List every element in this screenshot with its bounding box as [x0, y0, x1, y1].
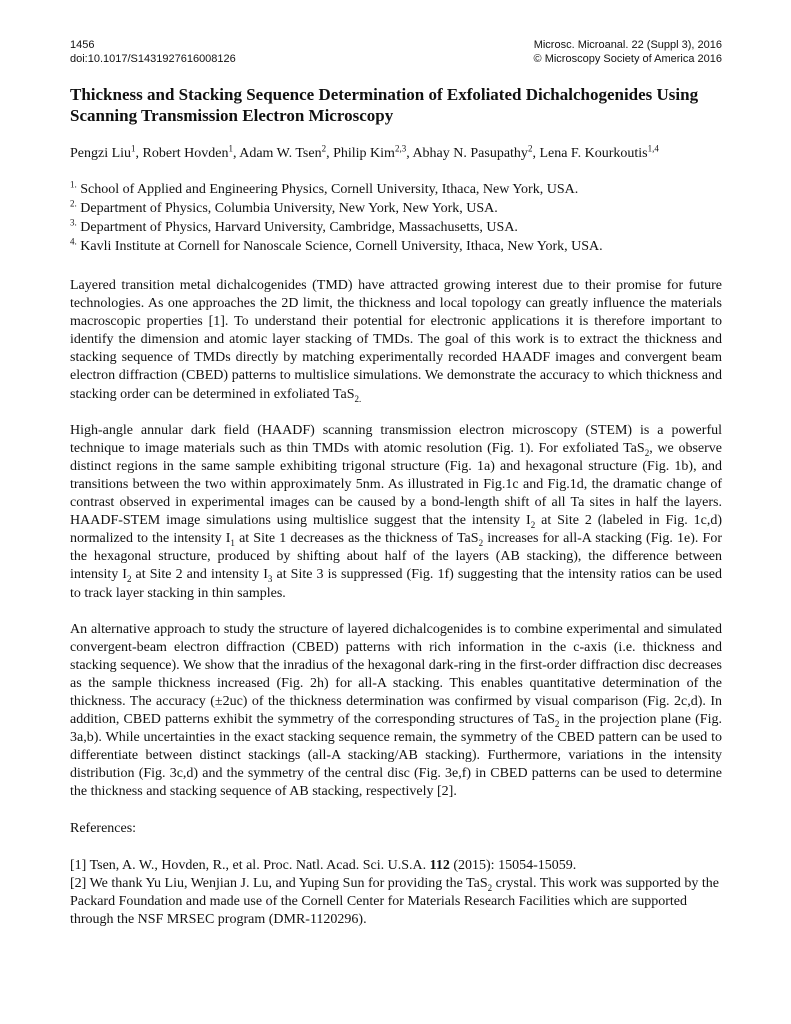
author-separator: , [326, 146, 334, 161]
subscript: 1 [230, 538, 235, 549]
body-paragraph [70, 621, 722, 802]
author-affiliation-mark: 1 [131, 143, 136, 154]
author-separator: , [406, 146, 413, 161]
reference-item [70, 857, 722, 875]
reference-list [70, 857, 722, 929]
text-run: at Site 2 and intensity I [131, 567, 268, 583]
text-run: increases for all-A stacking (Fig. 1e). For the hexagonal structure, produced by shifting about half of the layers (AB stacking), the difference between intensity I [70, 531, 722, 583]
author-affiliation-mark: 1 [228, 143, 233, 154]
author-affiliation-mark: 2 [321, 143, 327, 154]
affiliation-item [70, 218, 722, 237]
subscript: 2 [126, 574, 132, 585]
article-body [70, 84, 722, 929]
bold-text: 112 [429, 857, 450, 873]
text-run: [1] Tsen, A. W., Hovden, R., et al. Proc. Natl. Acad. Sci. U.S.A. [70, 857, 430, 873]
subscript: 2 [644, 447, 650, 458]
author-name: Abhay N. Pasupathy [412, 146, 528, 161]
affiliation-item [70, 199, 722, 218]
subscript: 2 [487, 882, 493, 893]
affiliation-list [70, 180, 722, 256]
author-separator: , [232, 146, 240, 161]
subscript: 2. [354, 393, 362, 404]
author-name: Adam W. Tsen [239, 146, 322, 161]
affiliation-number: 2. [70, 198, 77, 209]
text-run: at Site 1 decreases as the thickness of TaS [234, 531, 479, 547]
text-run: at Site 3 is suppressed (Fig. 1f) suggesting that the intensity ratios can be used to track layer stacking in thin samples. [70, 567, 723, 601]
text-run: Layered transition metal dichalcogenides (TMD) have attracted growing interest due to their promise for future technologies. As one approaches the 2D limit, the thickness and local topology can greatly influence the materials macroscopic properties [1]. To understand their potential for electronic applications it is therefore important to identify the dimension and atomic layer stacking of TMDs. The goal of this work is to extract the thickness and stacking sequence of TMDs directly by matching experimentally recorded HAADF images and convergent beam electron diffraction (CBED) patterns to multislice simulations. We demonstrate the accuracy to which thickness and stacking order can be determined in exfoliated TaS [70, 278, 722, 402]
author-name: Pengzi Liu [70, 146, 132, 161]
subscript: 2 [530, 519, 536, 530]
author-separator: , [135, 146, 143, 161]
journal-citation: Microsc. Microanal. 22 (Suppl 3), 2016 [533, 39, 722, 51]
text-run: High-angle annular dark field (HAADF) scanning transmission electron microscopy (STEM) is a powerful technique to image materials such as thin TMDs with atomic resolution (Fig. 1). For exfoliated TaS [70, 422, 722, 456]
subscript: 2 [478, 538, 484, 549]
author-name: Philip Kim [333, 146, 395, 161]
text-run: crystal. This work was supported by the Packard Foundation and made use of the Cornell Center for Materials Research Facilities which are supported through the NSF MRSEC program (DMR-1120296). [70, 875, 719, 927]
body-paragraph [70, 422, 722, 603]
author-name: Lena F. Kourkoutis [539, 146, 648, 161]
author-affiliation-mark: 2,3 [394, 143, 407, 154]
copyright: © Microscopy Society of America 2016 [533, 53, 722, 65]
affiliation-number: 3. [70, 217, 77, 228]
text-run: , we observe distinct regions in the same sample exhibiting trigonal structure (Fig. 1a) and hexagonal structure (Fig. 1b), and transitions between the two within approximately 5nm. As illustrated in Fig.1c and Fig.1d, the dramatic change of contrast observed in experimental images can be caused by a bond-length shift of all Ta sites in half the layers. HAADF-STEM image simulations using multislice suggest that the intensity I [70, 440, 722, 529]
reference-item [70, 875, 722, 929]
affiliation-item [70, 237, 722, 256]
page-number: 1456 [70, 39, 95, 51]
subscript: 3 [267, 574, 273, 585]
article-title: Thickness and Stacking Sequence Determination of Exfoliated Dichalchogenides Using Scanning Transmission Electron Microscopy [70, 85, 699, 125]
author-affiliation-mark: 2 [527, 143, 533, 154]
text-run: in the projection plane (Fig. 3a,b). While uncertainties in the exact stacking sequence remain, the symmetry of the CBED pattern can be used to differentiate between distinct stackings (all-A stacking/AB stacking). Furthermore, variations in the intensity distribution (Fig. 3c,d) and the symmetry of the central disc (Fig. 3e,f) in CBED patterns can be used to determine the thickness and stacking sequence of AB stacking, respectively [2]. [70, 712, 722, 800]
text-run: at Site 2 (labeled in Fig. 1c,d) normalized to the intensity I [70, 513, 722, 547]
subscript: 2 [554, 718, 560, 729]
references-heading: References: [70, 820, 137, 836]
affiliation-text: School of Applied and Engineering Physics, Cornell University, Ithaca, New York, USA. [80, 182, 579, 197]
text-run: An alternative approach to study the structure of layered dichalcogenides is to combine experimental and simulated convergent-beam electron diffraction (CBED) patterns with rich information in the c-axis (i.e. thickness and stacking sequence). We show that the inradius of the hexagonal dark-ring in the first-order diffraction disc decreases as the sample thickness increased (Fig. 2h) for all-A stacking. This enables quantitative determination of the thickness. The accuracy (±2uc) of the thickness determination was confirmed by visual comparison (Fig. 2c,d). In addition, CBED patterns exhibit the symmetry of the corresponding structures of TaS [70, 621, 722, 728]
doi: doi:10.1017/S1431927616008126 [70, 53, 236, 65]
author-affiliation-mark: 1,4 [647, 143, 659, 154]
affiliation-text: Department of Physics, Harvard University, Cambridge, Massachusetts, USA. [80, 220, 518, 235]
affiliation-item [70, 180, 722, 199]
text-run: (2015): 15054-15059. [449, 857, 577, 873]
text-run: [2] We thank Yu Liu, Wenjian J. Lu, and Yuping Sun for providing the TaS [70, 875, 488, 891]
affiliation-number: 1. [70, 179, 77, 190]
header-left [70, 38, 236, 66]
affiliation-text: Department of Physics, Columbia University, New York, New York, USA. [80, 201, 498, 216]
author-separator: , [532, 146, 540, 161]
author-list [70, 145, 722, 163]
header-right [534, 38, 722, 66]
abstract-paragraphs [70, 277, 722, 802]
author-name: Robert Hovden [142, 146, 229, 161]
body-paragraph [70, 277, 722, 404]
affiliation-number: 4. [70, 236, 77, 247]
affiliation-text: Kavli Institute at Cornell for Nanoscale Science, Cornell University, Ithaca, New York, USA. [80, 239, 603, 254]
